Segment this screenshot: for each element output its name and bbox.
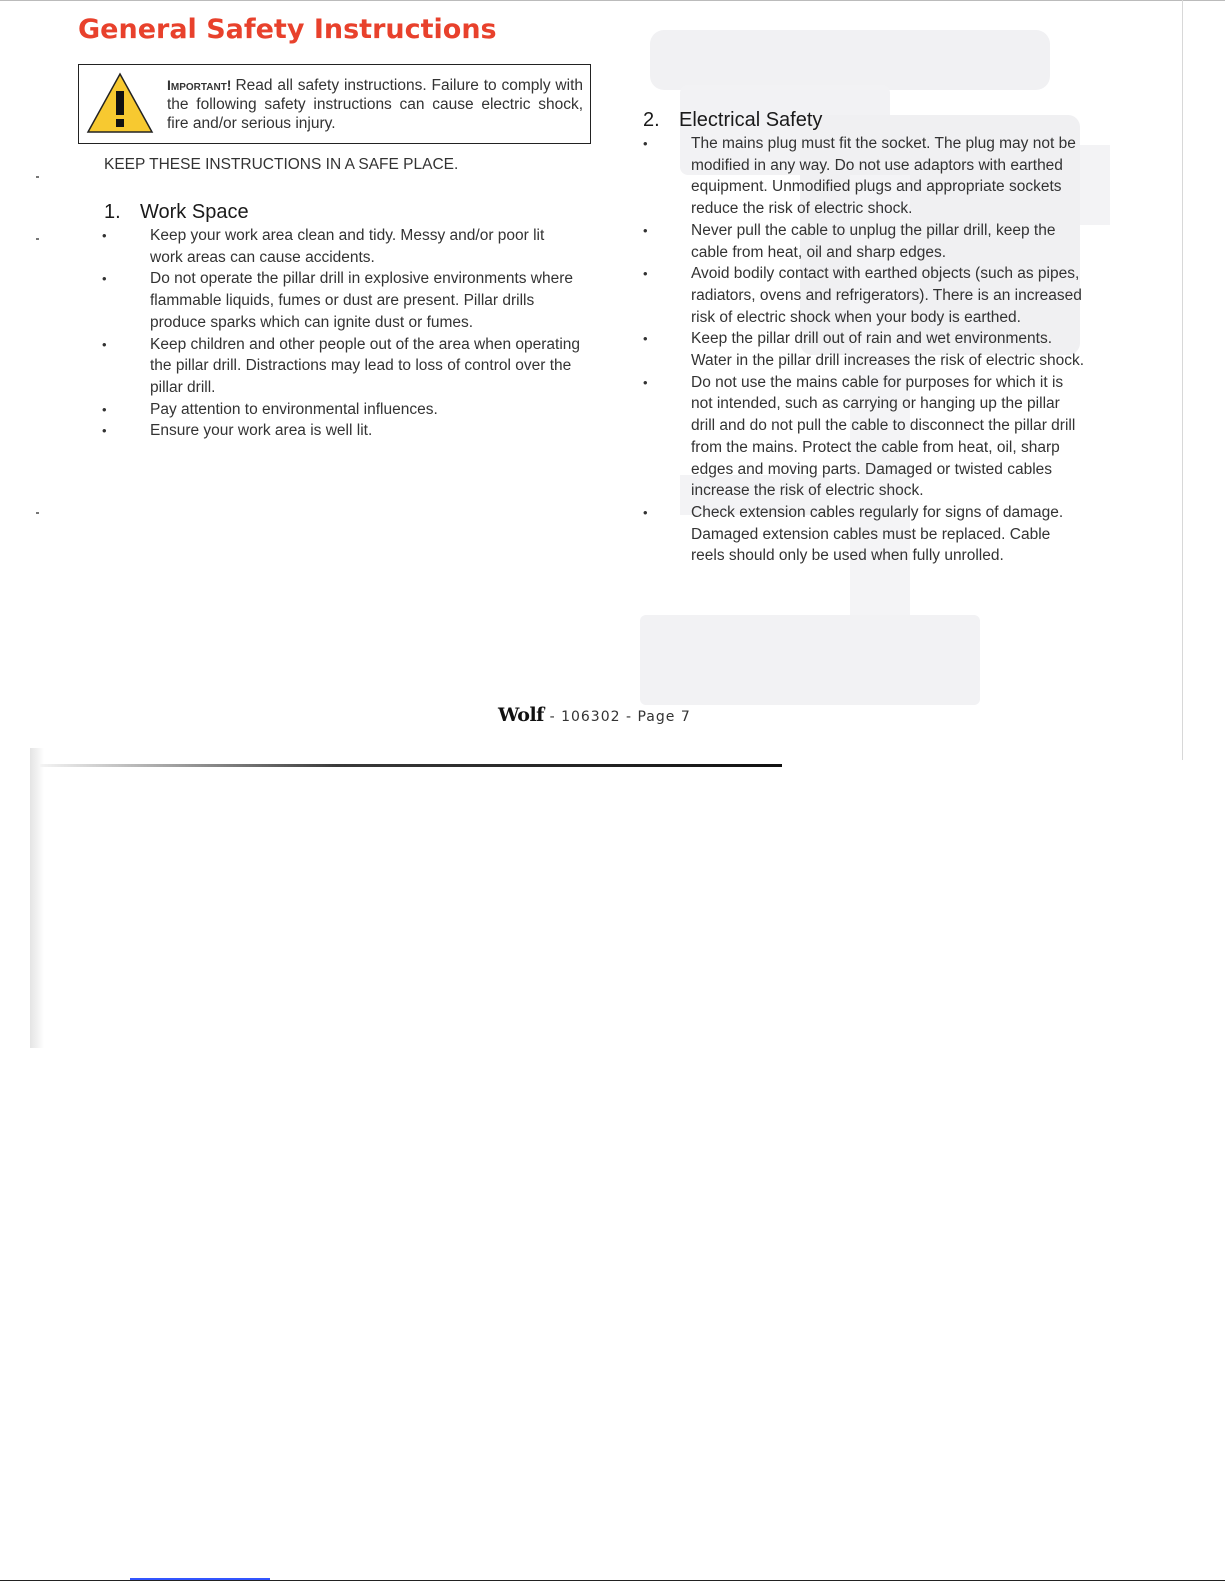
brand-logo: Wolf (498, 704, 544, 726)
section-heading-work-space (104, 201, 249, 224)
brand-mark: ' (543, 707, 546, 717)
scan-margin-mark (36, 176, 39, 178)
list-item: • Do not operate the pillar drill in explosive environments where flammable liquids, fumes or dust are present. Pillar drills produce sparks which can ignite dust or fumes. (150, 268, 580, 333)
section-title: Work Space (140, 201, 249, 223)
list-item: • Keep the pillar drill out of rain and wet environments. Water in the pillar drill increases the risk of electric shock. (691, 328, 1086, 371)
list-item: • Keep children and other people out of the area when operating the pillar drill. Distractions may lead to loss of control over the pillar drill. (150, 334, 580, 399)
scan-margin-mark (36, 238, 39, 240)
section-number: 2. (643, 109, 660, 131)
page-title: General Safety Instructions (78, 14, 497, 45)
important-warning-box (78, 64, 591, 144)
scan-fold-line (40, 764, 782, 767)
list-item: • Do not use the mains cable for purposes for which it is not intended, such as carrying or hanging up the pillar drill and do not pull the cable to disconnect the pillar drill from the mains. Protect the cable from heat, oil, sharp edges and moving parts. Damaged or twisted cables increase the risk of electric shock. (691, 372, 1086, 502)
warning-body: Read all safety instructions. Failure to comply with the following safety instructions can cause electric shock, fire and/or serious injury. (167, 77, 583, 132)
list-item: • Avoid bodily contact with earthed objects (such as pipes, radiators, ovens and refrigerators). There is an increased risk of electric shock when your body is earthed. (691, 263, 1086, 328)
warning-triangle-icon (85, 71, 155, 135)
list-item: • Check extension cables regularly for signs of damage. Damaged extension cables must be replaced. Cable reels should only be used when fully unrolled. (691, 502, 1086, 567)
section-title: Electrical Safety (679, 109, 823, 131)
keep-instructions-notice: KEEP THESE INSTRUCTIONS IN A SAFE PLACE. (104, 156, 459, 173)
list-item: • Keep your work area clean and tidy. Messy and/or poor lit work areas can cause accidents. (150, 225, 580, 268)
electrical-safety-list (691, 133, 1086, 567)
scan-margin-mark (36, 512, 39, 514)
list-item: • Ensure your work area is well lit. (150, 420, 580, 442)
page-footer (498, 704, 691, 726)
list-item: • Pay attention to environmental influences. (150, 399, 580, 421)
work-space-list (150, 225, 580, 442)
scan-color-mark (130, 1578, 270, 1580)
warning-lead: Important! (167, 77, 232, 93)
warning-text (167, 76, 583, 133)
list-item: • The mains plug must fit the socket. The plug may not be modified in any way. Do not use adaptors with earthed equipment. Unmodified plugs and appropriate sockets reduce the risk of electric shock. (691, 133, 1086, 220)
scan-bottom-edge (0, 1580, 1225, 1581)
scan-page-shadow (30, 748, 44, 1048)
section-heading-electrical-safety (643, 109, 822, 132)
scan-top-edge (0, 0, 1225, 1)
page-number: - 106302 - Page 7 (549, 709, 691, 725)
section-number: 1. (104, 201, 121, 223)
scan-right-edge (1182, 0, 1183, 760)
list-item: • Never pull the cable to unplug the pillar drill, keep the cable from heat, oil and sharp edges. (691, 220, 1086, 263)
